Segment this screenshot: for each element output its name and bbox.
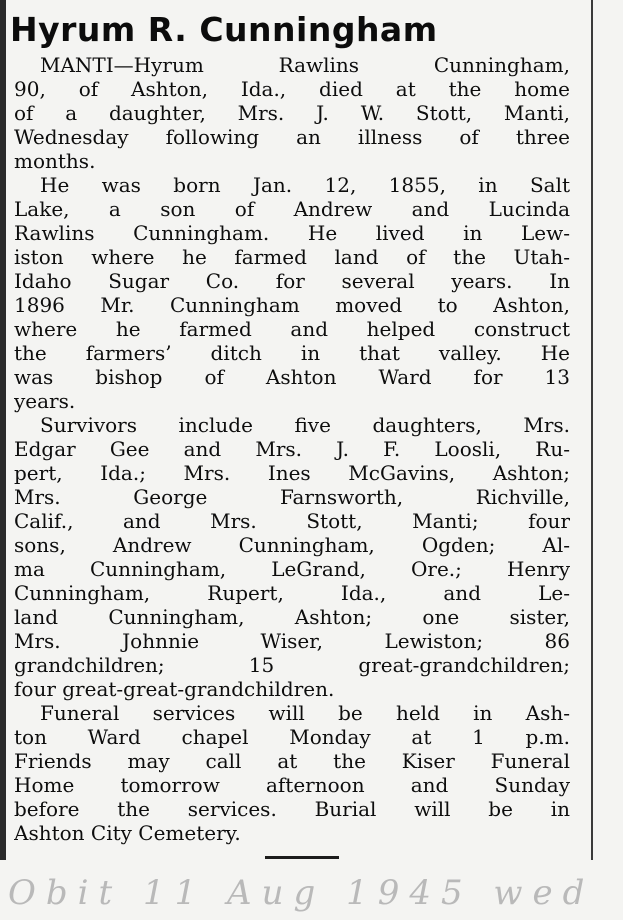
obituary-body: [14, 53, 570, 845]
end-rule: [265, 856, 339, 859]
text-line: Edgar Gee and Mrs. J. F. Loosli, Ru-: [14, 437, 570, 461]
text-line: grandchildren; 15 great-grandchildren;: [14, 653, 570, 677]
text-line: Ashton City Cemetery.: [14, 821, 241, 845]
paragraph-death-notice: [14, 53, 570, 173]
text-line: months.: [14, 149, 96, 173]
text-line: four great-great-grandchildren.: [14, 677, 335, 701]
text-line: where he farmed and helped construct: [14, 317, 570, 341]
text-line: Calif., and Mrs. Stott, Manti; four: [14, 509, 570, 533]
column-rule: [591, 0, 593, 860]
paragraph-biography: [14, 173, 570, 413]
text-line: sons, Andrew Cunningham, Ogden; Al-: [14, 533, 570, 557]
text-line: Mrs. Johnnie Wiser, Lewiston; 86: [14, 629, 570, 653]
clipping-left-edge: [0, 0, 6, 860]
text-line: Survivors include five daughters, Mrs.: [40, 413, 570, 437]
text-line: ma Cunningham, LeGrand, Ore.; Henry: [14, 557, 570, 581]
text-line: ton Ward chapel Monday at 1 p.m.: [14, 725, 570, 749]
text-line: pert, Ida.; Mrs. Ines McGavins, Ashton;: [14, 461, 570, 485]
text-line: was bishop of Ashton Ward for 13: [14, 365, 570, 389]
text-line: iston where he farmed land of the Utah-: [14, 245, 570, 269]
text-line: Rawlins Cunningham. He lived in Lew-: [14, 221, 570, 245]
text-line: MANTI—Hyrum Rawlins Cunningham,: [40, 53, 570, 77]
text-line: Idaho Sugar Co. for several years. In: [14, 269, 570, 293]
text-line: 1896 Mr. Cunningham moved to Ashton,: [14, 293, 570, 317]
text-line: Home tomorrow afternoon and Sunday: [14, 773, 570, 797]
paragraph-funeral: [14, 701, 570, 845]
text-line: Friends may call at the Kiser Funeral: [14, 749, 570, 773]
text-line: the farmers’ ditch in that valley. He: [14, 341, 570, 365]
text-line: before the services. Burial will be in: [14, 797, 570, 821]
text-line: He was born Jan. 12, 1855, in Salt: [40, 173, 570, 197]
text-line: Funeral services will be held in Ash-: [40, 701, 570, 725]
text-line: Lake, a son of Andrew and Lucinda: [14, 197, 570, 221]
text-line: land Cunningham, Ashton; one sister,: [14, 605, 570, 629]
paragraph-survivors: [14, 413, 570, 701]
text-line: of a daughter, Mrs. J. W. Stott, Manti,: [14, 101, 570, 125]
text-line: 90, of Ashton, Ida., died at the home: [14, 77, 570, 101]
handwritten-note: Obit 11 Aug 1945 wed: [8, 873, 595, 913]
obituary-headline: Hyrum R. Cunningham: [10, 10, 438, 49]
text-line: years.: [14, 389, 76, 413]
text-line: Mrs. George Farnsworth, Richville,: [14, 485, 570, 509]
text-line: Cunningham, Rupert, Ida., and Le-: [14, 581, 570, 605]
text-line: Wednesday following an illness of three: [14, 125, 570, 149]
